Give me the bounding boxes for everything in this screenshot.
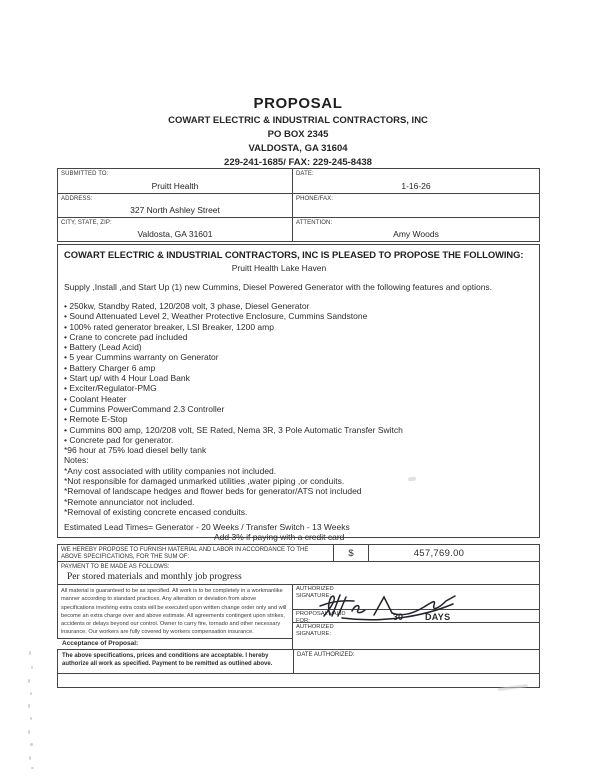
- spec-line: • Crane to concrete pad included: [64, 331, 188, 342]
- currency-symbol: $: [334, 545, 369, 562]
- attention-label: ATTENTION:: [296, 219, 333, 226]
- note-line: *Remote annunciator not included.: [64, 496, 195, 507]
- spec-line: • Remote E-Stop: [64, 414, 128, 425]
- attention-value: Amy Woods: [393, 229, 439, 239]
- payment-row: [57, 561, 540, 585]
- city-state-zip-cell: [58, 217, 293, 241]
- payment-label: PAYMENT TO BE MADE AS FOLLOWS:: [61, 563, 170, 570]
- bottom-empty-row: [57, 673, 540, 688]
- scope-intro-line: Supply ,Install ,and Start Up (1) new Cummins, Diesel Powered Generator with the following features and options.: [64, 282, 493, 292]
- submitted-to-value: Pruitt Health: [151, 181, 199, 191]
- date-cell: [293, 169, 539, 193]
- phone-fax-cell: [293, 193, 539, 217]
- spec-line: • Sound Attenuated Level 2, Weather Protective Enclosure, Cummins Sandstone: [64, 311, 368, 322]
- company-city-line: VALDOSTA, GA 31604: [248, 142, 348, 154]
- authorized-signature-label-2: AUTHORIZED SIGNATURE:: [296, 624, 334, 637]
- contact-form-table: [57, 168, 540, 242]
- spec-line: • Battery Charger 6 amp: [64, 362, 156, 373]
- acceptance-heading: Acceptance of Proposal:: [62, 640, 139, 647]
- spec-line: • Cummins 800 amp, 120/208 volt, SE Rated, Nema 3R, 3 Pole Automatic Transfer Switch: [64, 424, 403, 435]
- submitted-to-label: SUBMITTED TO:: [61, 170, 109, 177]
- proposal-heading: COWART ELECTRIC & INDUSTRIAL CONTRACTORS, INC IS PLEASED TO PROPOSE THE FOLLOWING:: [64, 249, 524, 260]
- authorized-signature-cell-2: [293, 623, 539, 648]
- date-value: 1-16-26: [401, 181, 431, 191]
- spec-line: • 100% rated generator breaker, LSI Breaker, 1200 amp: [64, 321, 274, 332]
- payment-value: Per stored materials and monthly job progress: [67, 571, 242, 582]
- proposal-valid-label: PROPOSAL VALID FOR:: [296, 611, 346, 624]
- sum-amount: 457,769.00: [413, 547, 465, 559]
- handwritten-signature: [312, 589, 462, 623]
- date-authorized-label: DATE AUTHORIZED:: [297, 652, 355, 658]
- spec-line: • Start up/ with 4 Hour Load Bank: [64, 373, 190, 384]
- spec-line: • 5 year Cummins warranty on Generator: [64, 352, 219, 363]
- po-box-line: PO BOX 2345: [267, 128, 329, 140]
- attention-cell: [293, 217, 539, 241]
- page-title: PROPOSAL: [253, 95, 343, 112]
- note-line: *Not responsible for damaged unmarked utilities ,water piping ,or conduits.: [64, 476, 345, 487]
- phone-fax-label: PHONE/FAX:: [296, 195, 334, 202]
- sum-row: [57, 544, 540, 562]
- terms-fine-print: All material is guaranteed to be as specified. All work is to be completely in a workmanlike manner according to standard practices. Any alteration or deviation from above specifications involving extra costs will be executed upon written change order only and will become an extra charge over and above estimate. All agreements contingent upon strikes, accidents or delays beyond our control. Owner to carry fire, tornado and other necessary insurance. Our workers are fully covered by workers compensation insurance.: [57, 584, 293, 639]
- spec-line: • Cummins PowerCommand 2.3 Controller: [64, 403, 225, 414]
- spec-line: • Coolant Heater: [64, 393, 127, 404]
- company-name: COWART ELECTRIC & INDUSTRIAL CONTRACTORS, INC: [168, 114, 428, 126]
- days-unit-label: DAYS: [425, 611, 451, 622]
- sum-label: WE HEREBY PROPOSE TO FURNISH MATERIAL AND LABOR IN ACCORDANCE TO THE ABOVE SPECIFICATIONS, FOR THE SUM OF:: [58, 545, 334, 562]
- notes-label: Notes:: [64, 455, 89, 466]
- city-state-zip-value: Valdosta, GA 31601: [137, 229, 213, 239]
- address-label: ADDRESS:: [61, 195, 93, 202]
- date-label: DATE:: [296, 170, 314, 177]
- acceptance-text: The above specifications, prices and conditions are acceptable. I hereby authorize all work as specified. Payment to be remitted as outlined above.: [58, 650, 294, 673]
- spec-line: • Exciter/Regulator-PMG: [64, 383, 157, 394]
- spec-line: • Battery (Lead Acid): [64, 342, 142, 353]
- lead-time-line: Estimated Lead Times= Generator - 20 Weeks / Transfer Switch - 13 Weeks: [64, 522, 350, 533]
- address-value: 327 North Ashley Street: [130, 205, 220, 215]
- company-phone-line: 229-241-1685/ FAX: 229-245-8438: [224, 156, 372, 168]
- address-cell: [58, 193, 293, 217]
- note-line: *Removal of existing concrete encased conduits.: [64, 506, 248, 517]
- proposal-body-box: [57, 244, 540, 543]
- project-name: Pruitt Health Lake Haven: [231, 263, 327, 273]
- acceptance-row: [57, 649, 540, 674]
- note-line: *Removal of landscape hedges and flower beds for generator/ATS not included: [64, 486, 362, 497]
- authorized-signature-label: AUTHORIZED SIGNATURE:: [296, 586, 334, 599]
- submitted-to-cell: [58, 169, 293, 193]
- spec-line: *96 hour at 75% load diesel belly tank: [64, 445, 207, 456]
- spec-line: • Concrete pad for generator.: [64, 434, 174, 445]
- credit-card-note: Add 3% if paying with a credit card: [214, 532, 345, 543]
- note-line: *Any cost associated with utility companies not included.: [64, 465, 277, 476]
- spec-list: [64, 301, 533, 517]
- document-header: [0, 95, 596, 168]
- city-state-zip-label: CITY, STATE, ZIP:: [61, 219, 112, 226]
- valid-days-value: 30: [393, 611, 404, 622]
- spec-line: • 250kw, Standby Rated, 120/208 volt, 3 phase, Diesel Generator: [64, 301, 310, 311]
